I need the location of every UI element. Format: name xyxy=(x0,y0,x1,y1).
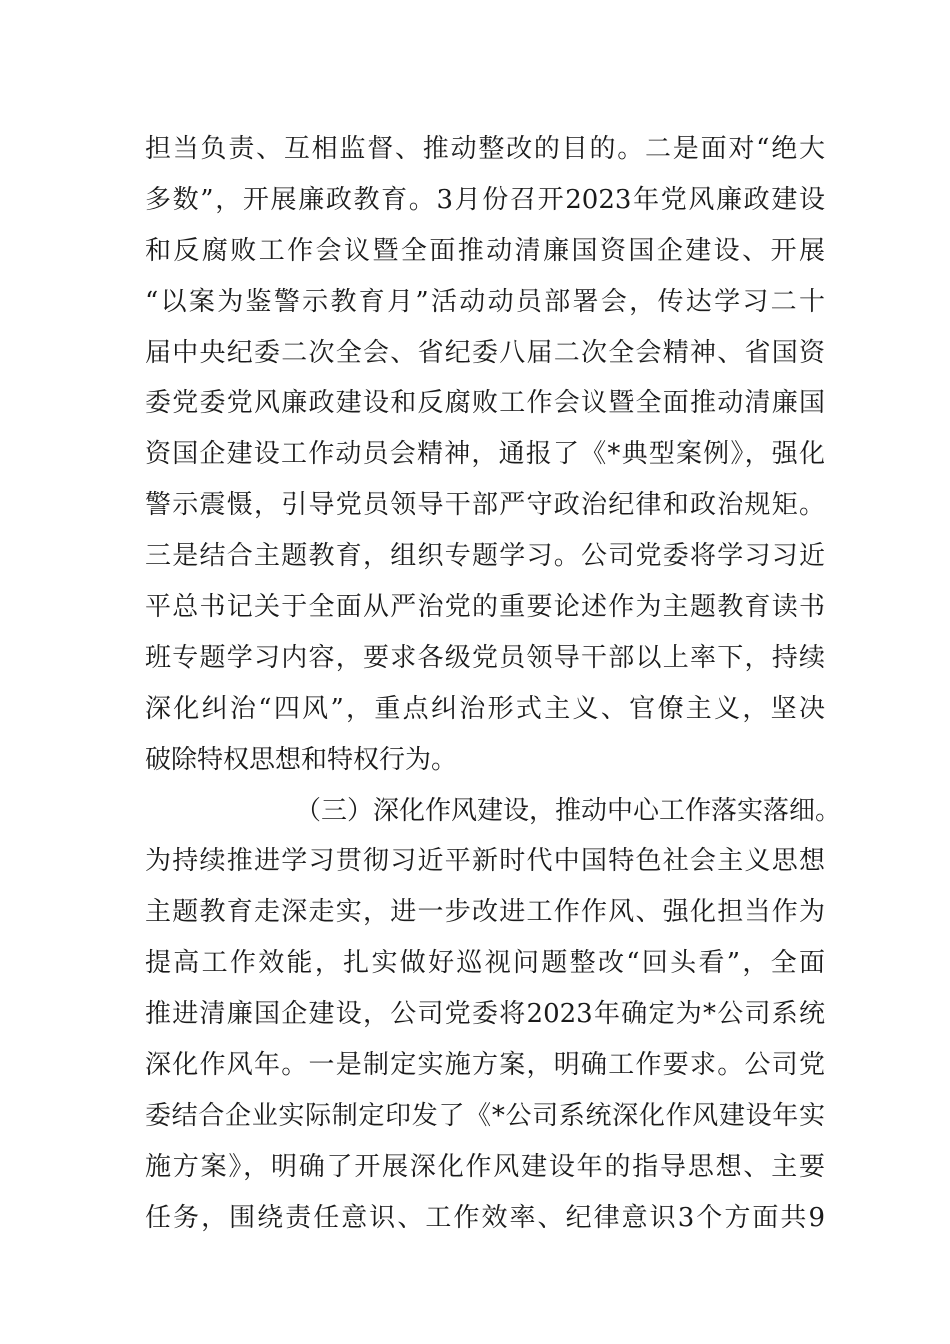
text-line: 施方案》，明确了开展深化作风建设年的指导思想、主要 xyxy=(145,1151,825,1182)
text-line: 班专题学习内容，要求各级党员领导干部以上率下，持续 xyxy=(145,642,825,673)
text-line: 平总书记关于全面从严治党的重要论述作为主题教育读书 xyxy=(145,592,825,623)
text-line: 多数”，开展廉政教育。3月份召开2023年党风廉政建设 xyxy=(145,184,825,215)
text-line: 警示震慑，引导党员领导干部严守政治纪律和政治规矩。 xyxy=(145,490,825,521)
text-line: 和反腐败工作会议暨全面推动清廉国资国企建设、开展 xyxy=(145,235,825,266)
section-heading: （三）深化作风建设，推动中心工作落实落细。 xyxy=(295,795,842,826)
text-line: 为持续推进学习贯彻习近平新时代中国特色社会主义思想 xyxy=(145,846,825,877)
text-line: 推进清廉国企建设，公司党委将2023年确定为*公司系统 xyxy=(145,999,825,1030)
text-line: 委党委党风廉政建设和反腐败工作会议暨全面推动清廉国 xyxy=(145,388,825,419)
text-line: 委结合企业实际制定印发了《*公司系统深化作风建设年实 xyxy=(145,1100,825,1131)
text-line: 破除特权思想和特权行为。 xyxy=(145,744,458,775)
text-line: 任务，围绕责任意识、工作效率、纪律意识3个方面共9 xyxy=(145,1202,825,1233)
text-line: 主题教育走深走实，进一步改进工作作风、强化担当作为 xyxy=(145,897,825,928)
text-line: 担当负责、互相监督、推动整改的目的。二是面对“绝大 xyxy=(145,134,825,164)
text-line: 深化纠治“四风”，重点纠治形式主义、官僚主义，坚决 xyxy=(145,693,825,724)
text-line: “以案为鉴警示教育月”活动动员部署会，传达学习二十 xyxy=(145,286,825,317)
text-line: 三是结合主题教育，组织专题学习。公司党委将学习习近 xyxy=(145,541,825,572)
text-line: 深化作风年。一是制定实施方案，明确工作要求。公司党 xyxy=(145,1050,825,1081)
body-text xyxy=(145,124,842,1244)
text-line: 提高工作效能，扎实做好巡视问题整改“回头看”，全面 xyxy=(145,948,825,979)
text-line: 资国企建设工作动员会精神，通报了《*典型案例》，强化 xyxy=(145,439,825,470)
text-line: 届中央纪委二次全会、省纪委八届二次全会精神、省国资 xyxy=(145,337,825,368)
